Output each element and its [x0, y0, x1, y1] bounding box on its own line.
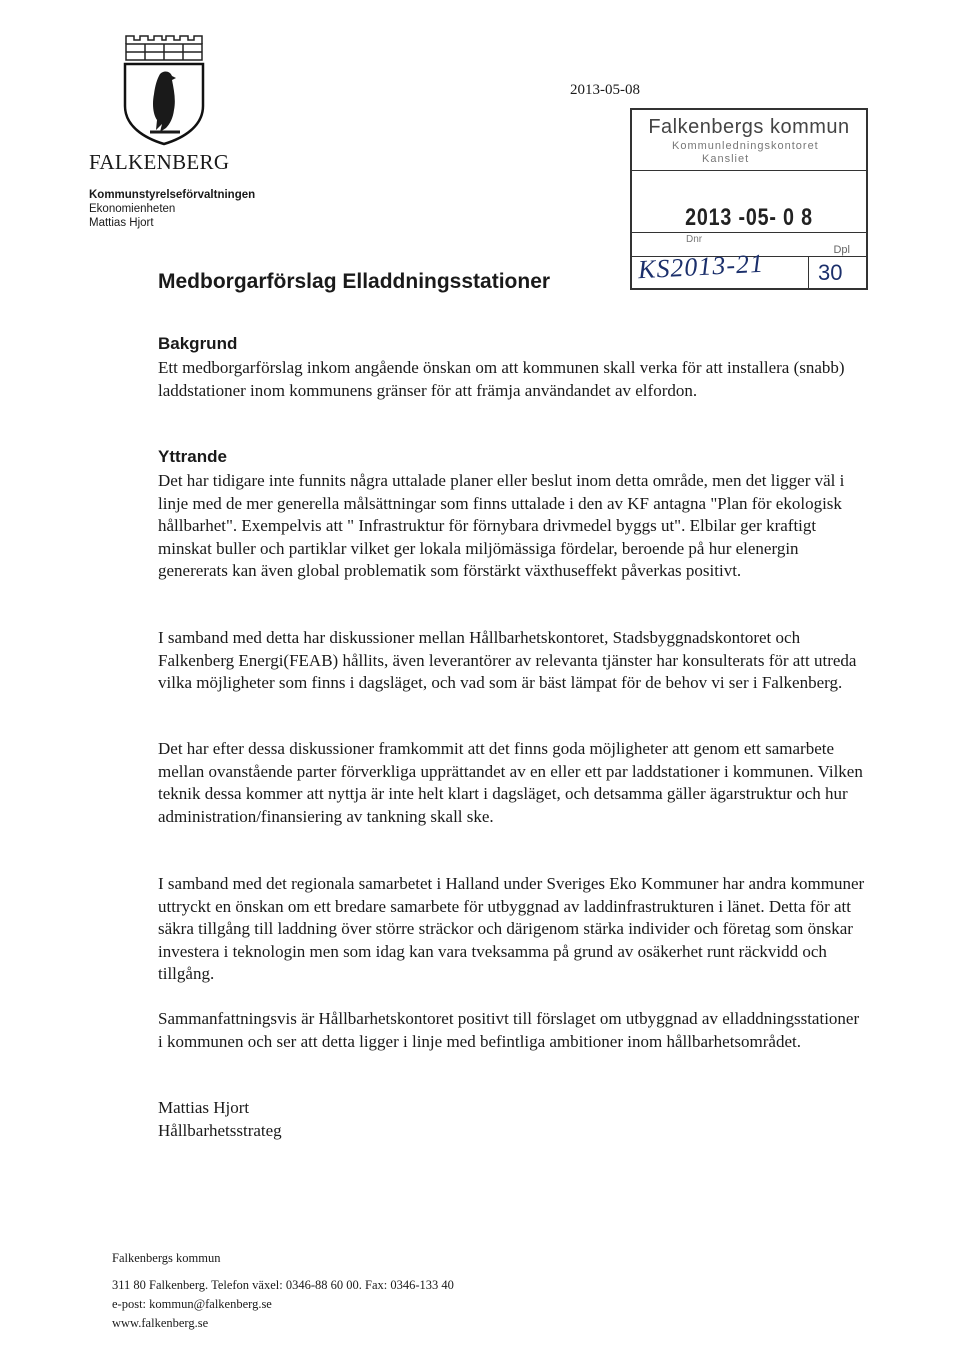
stamp-frame: [630, 108, 868, 290]
section-heading-yttrande: Yttrande: [158, 447, 227, 466]
stamp-dpl-number: 30: [818, 260, 843, 285]
dept-name: Kommunstyrelseförvaltningen: [89, 189, 256, 201]
stamp-office: Kansliet: [702, 153, 750, 165]
footer-address: 311 80 Falkenberg. Telefon växel: 0346-88 60 00. Fax: 0346-133 40: [112, 1278, 454, 1292]
paragraph-yttrande-3: Det har efter dessa diskussioner framkommit att det finns goda möjligheter att genom ett samarbete mellan ovanstående parter förverkliga upprättandet av en eller ett par laddstationer i kommunen. Vilken teknik dessa kommer att nyttja är inte helt klart i dagsläget, och detsamma gäller ägarstruktur och hur administration/finansiering av tankning skall ske.: [158, 739, 863, 826]
sender-person: Mattias Hjort: [89, 217, 154, 229]
org-name: FALKENBERG: [89, 150, 230, 174]
signature-name: Mattias Hjort: [158, 1098, 250, 1117]
stamp-title: Falkenbergs kommun: [648, 116, 850, 138]
stamp-date: 2013 -05- 0 8: [685, 204, 813, 231]
registry-stamp: [616, 100, 868, 294]
footer-org: Falkenbergs kommun: [112, 1251, 221, 1265]
page-title: Medborgarförslag Elladdningsstationer: [158, 270, 551, 293]
stamp-divider: [632, 232, 866, 233]
stamp-department: Kommunledningskontoret: [672, 140, 819, 152]
footer: [112, 1249, 454, 1333]
footer-website: www.falkenberg.se: [112, 1316, 209, 1330]
stamp-dpl-label: Dpl: [833, 244, 850, 256]
paragraph-yttrande-2: I samband med detta har diskussioner mellan Hållbarhetskontoret, Stadsbyggnadskontoret och Falkenberg Energi(FEAB) hållits, även leverantörer av relevanta tjänster har konsulterats för att utreda vilka möjligheter som finns i dagsläget, och vad som är bäst lämpat för de behov vi ser i Falkenberg.: [158, 628, 857, 692]
stamp-divider: [632, 170, 866, 171]
falcon-coat-of-arms-icon: [120, 34, 208, 146]
document-date: 2013-05-08: [570, 82, 640, 98]
sender-block: [89, 188, 255, 230]
stamp-case-number: KS2013-21: [637, 248, 765, 285]
paragraph-yttrande-4: I samband med det regionala samarbetet i Halland under Sveriges Eko Kommuner har andra kommuner uttryckt en önskan om ett bredare samarbete för utbyggnad av laddinfrastrukturen i länet. Detta för att säkra tillgång till laddning över större sträckor och därigenom stärka individer och företag som önskar investera i teknologin men som idag kan vara tveksamma på grund av osäkerhet runt räckvidd och tillgång.: [158, 874, 865, 983]
section-heading-bakgrund: Bakgrund: [158, 334, 238, 353]
stamp-dnr-label: Dnr: [686, 234, 703, 245]
paragraph-yttrande-5: Sammanfattningsvis är Hållbarhetskontoret positivt till förslaget om utbyggnad av elladdningsstationer i kommunen och ser att detta ligger i linje med befintliga ambitioner inom hållbarhetsområdet.: [158, 1009, 860, 1051]
footer-email: e-post: kommun@falkenberg.se: [112, 1297, 272, 1311]
signature-role: Hållbarhetsstrateg: [158, 1121, 282, 1140]
stamp-vertical-divider: [808, 256, 809, 288]
unit-name: Ekonomienheten: [89, 203, 176, 215]
paragraph-bakgrund: Ett medborgarförslag inkom angående önskan om att kommunen skall verka för att installera (snabb) laddstationer inom kommunens gränser för att främja användandet av elfordon.: [158, 358, 845, 400]
paragraph-yttrande-1: Det har tidigare inte funnits några uttalade planer eller beslut inom detta område, men det ligger väl i linje med de mer generella målsättningar som finns uttalade i den av KF antagna "Plan för ekologisk hållbarhet". Exempelvis att " Infrastruktur för förnybara drivmedel byggs ut". Elbilar ger kraftigt minskat buller och partiklar vilket ger lokala miljömässiga fördelar, beroende på hur elenergin genererats kan även global problematik som förstärkt växthuseffekt påverkas positivt.: [158, 471, 845, 580]
